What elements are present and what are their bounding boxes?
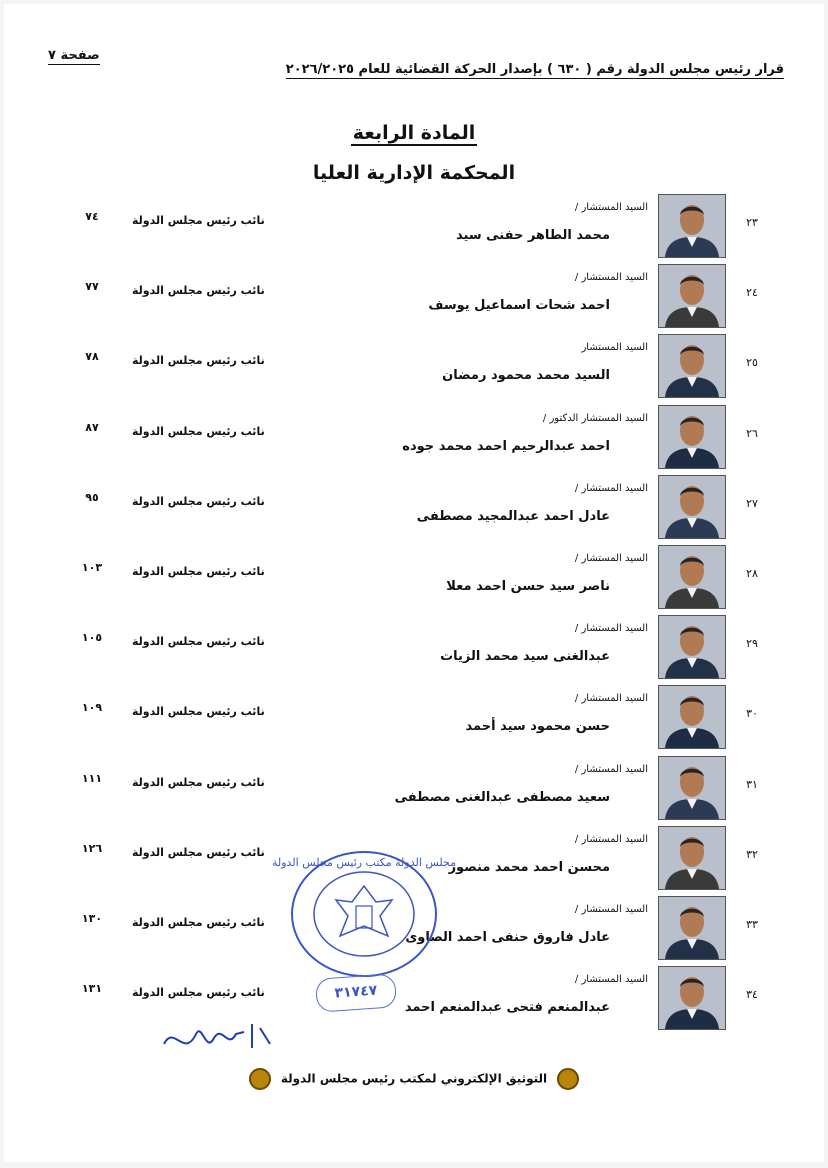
list-item — [4, 756, 824, 822]
entry-number: ٢٥ — [746, 356, 758, 370]
list-item — [4, 264, 824, 330]
judge-name: ناصر سيد حسن احمد معلا — [446, 579, 610, 594]
stamp-text: مجلس الدولة مكتب رئيس مجلس الدولة — [271, 856, 457, 869]
seniority-number: ٧٧ — [85, 280, 99, 294]
portrait-photo — [658, 334, 726, 398]
list-item — [4, 615, 824, 681]
judge-role: نائب رئيس مجلس الدولة — [132, 494, 265, 508]
page-number: صفحة ٧ — [48, 48, 100, 63]
article-title: المادة الرابعة — [352, 122, 476, 144]
judge-name: محمد الطاهر حفنى سيد — [456, 228, 610, 243]
judge-role: نائب رئيس مجلس الدولة — [132, 775, 265, 789]
list-item — [4, 475, 824, 541]
portrait-photo — [658, 685, 726, 749]
entry-number: ٣٣ — [746, 918, 758, 931]
document-page — [4, 4, 824, 1162]
title-prefix: السيد المستشار / — [574, 904, 648, 915]
title-prefix: السيد المستشار / — [574, 482, 648, 494]
portrait-photo — [658, 966, 726, 1030]
judge-name: محسن احمد محمد منصور — [448, 859, 610, 875]
seniority-number: ٨٧ — [85, 420, 99, 434]
title-prefix: السيد المستشار / — [574, 833, 648, 845]
judge-name: احمد عبدالرحيم احمد محمد جوده — [402, 438, 610, 454]
title-prefix: السيد المستشار / — [574, 763, 648, 775]
entry-number: ٢٦ — [746, 426, 758, 440]
seniority-number: ١٢٦ — [81, 841, 103, 855]
seniority-number: ٧٨ — [85, 350, 99, 364]
title-prefix: السيد المستشار / — [574, 553, 648, 564]
portrait-photo — [658, 615, 726, 679]
portrait-photo — [658, 475, 726, 539]
judge-name: السيد محمد محمود رمضان — [442, 368, 610, 384]
judge-role: نائب رئيس مجلس الدولة — [132, 986, 265, 1000]
judge-role: نائب رئيس مجلس الدولة — [132, 214, 265, 227]
stamp-number: ٣١٧٤٧ — [315, 973, 397, 1012]
judge-role: نائب رئيس مجلس الدولة — [132, 635, 265, 649]
seal-icon — [249, 1068, 271, 1090]
portrait-photo — [658, 405, 726, 469]
entry-number: ٢٤ — [746, 286, 758, 300]
title-prefix: السيد المستشار / — [574, 693, 648, 705]
seniority-number: ١٠٥ — [81, 631, 103, 645]
judge-name: عادل فاروق حنفى احمد الصاوى — [405, 930, 610, 945]
title-prefix: السيد المستشار / — [574, 272, 648, 284]
entry-number: ٣١ — [746, 777, 758, 791]
footer-text: التوثيق الإلكتروني لمكتب رئيس مجلس الدولة — [280, 1071, 548, 1086]
entry-number: ٢٨ — [746, 567, 758, 580]
entry-number: ٣٢ — [746, 847, 758, 861]
signature — [144, 1004, 284, 1064]
portrait-photo — [658, 264, 726, 328]
seal-icon — [557, 1068, 579, 1090]
list-item — [4, 545, 824, 611]
list-item — [4, 685, 824, 751]
portrait-photo — [658, 756, 726, 820]
seniority-number: ٩٥ — [85, 490, 99, 504]
portrait-photo — [658, 826, 726, 890]
judge-role: نائب رئيس مجلس الدولة — [132, 845, 265, 859]
entry-number: ٢٧ — [746, 496, 758, 510]
seniority-number: ١٣١ — [81, 982, 103, 996]
court-title: المحكمة الإدارية العليا — [312, 162, 516, 184]
portrait-photo — [658, 896, 726, 960]
judge-name: عادل احمد عبدالمجيد مصطفى — [416, 508, 610, 524]
list-item — [4, 405, 824, 471]
judge-role: نائب رئيس مجلس الدولة — [132, 705, 265, 719]
seniority-number: ١١١ — [81, 771, 103, 785]
decree-title: قرار رئيس مجلس الدولة رقم ( ٦٣٠ ) بإصدار الحركة القضائية للعام ٢٠٢٦/٢٠٢٥ — [285, 62, 784, 77]
entry-number: ٣٠ — [746, 707, 758, 721]
seniority-number: ٧٤ — [85, 210, 99, 223]
title-prefix: السيد المستشار / — [574, 202, 648, 213]
title-prefix: السيد المستشار الدكتور / — [542, 412, 648, 424]
judge-name: سعيد مصطفى عبدالغنى مصطفى — [394, 789, 610, 805]
council-stamp — [271, 844, 457, 984]
judge-role: نائب رئيس مجلس الدولة — [132, 916, 265, 929]
entry-number: ٢٩ — [746, 637, 758, 651]
judge-role: نائب رئيس مجلس الدولة — [132, 354, 265, 368]
seniority-number: ١٠٩ — [81, 701, 103, 715]
title-prefix: السيد المستشار — [581, 342, 648, 354]
footer — [4, 1068, 824, 1090]
judge-role: نائب رئيس مجلس الدولة — [132, 565, 265, 578]
portrait-photo — [658, 545, 726, 609]
judge-role: نائب رئيس مجلس الدولة — [132, 284, 265, 298]
judge-name: حسن محمود سيد أحمد — [465, 719, 610, 735]
entry-number: ٢٣ — [746, 216, 758, 229]
judge-name: عبدالغنى سيد محمد الزيات — [440, 649, 610, 665]
portrait-photo — [658, 194, 726, 258]
judge-name: عبدالمنعم فتحى عبدالمنعم احمد — [404, 1000, 610, 1016]
seniority-number: ١٣٠ — [81, 912, 103, 925]
judge-name: احمد شحات اسماعيل يوسف — [428, 298, 610, 314]
entry-number: ٣٤ — [746, 988, 758, 1002]
title-prefix: السيد المستشار / — [574, 974, 648, 986]
seniority-number: ١٠٣ — [81, 561, 103, 574]
judge-role: نائب رئيس مجلس الدولة — [132, 424, 265, 438]
list-item — [4, 334, 824, 400]
list-item — [4, 194, 824, 260]
title-prefix: السيد المستشار / — [574, 623, 648, 635]
